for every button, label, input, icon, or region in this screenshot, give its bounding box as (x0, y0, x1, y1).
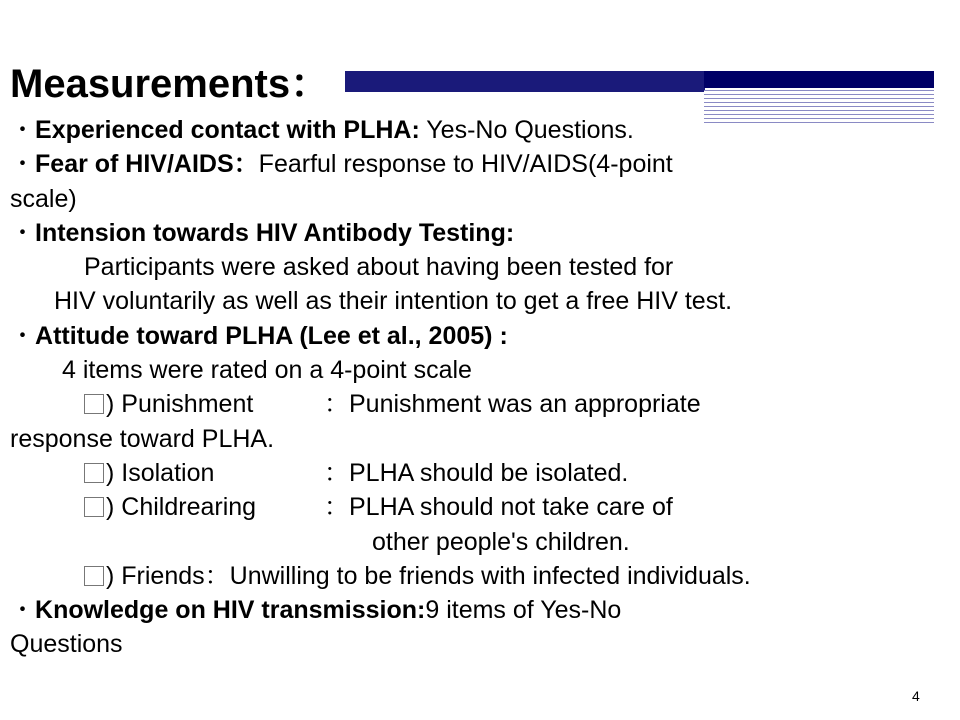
isolation-name: ) Isolation (106, 458, 215, 487)
bullet-contact (10, 113, 955, 147)
bullet-intension (10, 216, 955, 250)
bullet-marker: ・ (10, 321, 36, 350)
attitude-item-isolation (10, 456, 955, 490)
item-number-box (84, 394, 104, 414)
slide-body (10, 113, 955, 662)
intension-line-1: Participants were asked about having been tested for (84, 253, 674, 282)
fear-text: Fearful response to HIV/AIDS(4-point (258, 150, 673, 179)
slide-title: Measurements： (10, 62, 331, 106)
title-accent-bar (345, 71, 705, 92)
bullet-fear (10, 147, 955, 181)
item-number-box (84, 463, 104, 483)
knowledge-text-continued: Questions (10, 630, 123, 659)
contact-label: Experienced contact with PLHA: (35, 116, 420, 144)
attitude-label: Attitude toward PLHA (Lee et al., 2005) : (35, 321, 508, 350)
attitude-intro: 4 items were rated on a 4-point scale (62, 356, 472, 385)
intension-label: Intension towards HIV Antibody Testing: (35, 218, 515, 247)
intension-line-2: HIV voluntarily as well as their intention to get a free HIV test. (54, 287, 733, 316)
punishment-desc-continued: response toward PLHA. (10, 424, 275, 453)
childrearing-desc: ：PLHA should not take care of (324, 493, 673, 522)
childrearing-desc-continued: other people's children. (372, 527, 630, 556)
item-number-box (84, 566, 104, 586)
bullet-marker: ・ (10, 116, 36, 144)
punishment-desc: ：Punishment was an appropriate (324, 390, 701, 419)
attitude-item-childrearing (10, 490, 955, 524)
item-number-box (84, 497, 104, 517)
knowledge-text: 9 items of Yes-No (425, 596, 622, 625)
bullet-marker: ・ (10, 596, 36, 625)
title-accent-bar-dark (704, 71, 934, 88)
isolation-desc: ：PLHA should be isolated. (324, 458, 629, 487)
contact-text: Yes-No Questions. (419, 116, 634, 144)
friends-name: ) Friends (106, 561, 205, 590)
page-number: 4 (912, 688, 920, 704)
fear-text-continued: scale) (10, 184, 77, 213)
bullet-marker: ・ (10, 150, 36, 179)
attitude-item-punishment (10, 387, 955, 421)
knowledge-label: Knowledge on HIV transmission: (35, 596, 426, 625)
punishment-name: ) Punishment (106, 390, 254, 419)
friends-desc: ：Unwilling to be friends with infected individuals. (204, 561, 751, 590)
bullet-knowledge (10, 593, 955, 627)
fear-label: Fear of HIV/AIDS： (35, 150, 259, 179)
bullet-attitude (10, 319, 955, 353)
bullet-marker: ・ (10, 218, 36, 247)
attitude-item-friends (10, 559, 955, 593)
childrearing-name: ) Childrearing (106, 493, 257, 522)
